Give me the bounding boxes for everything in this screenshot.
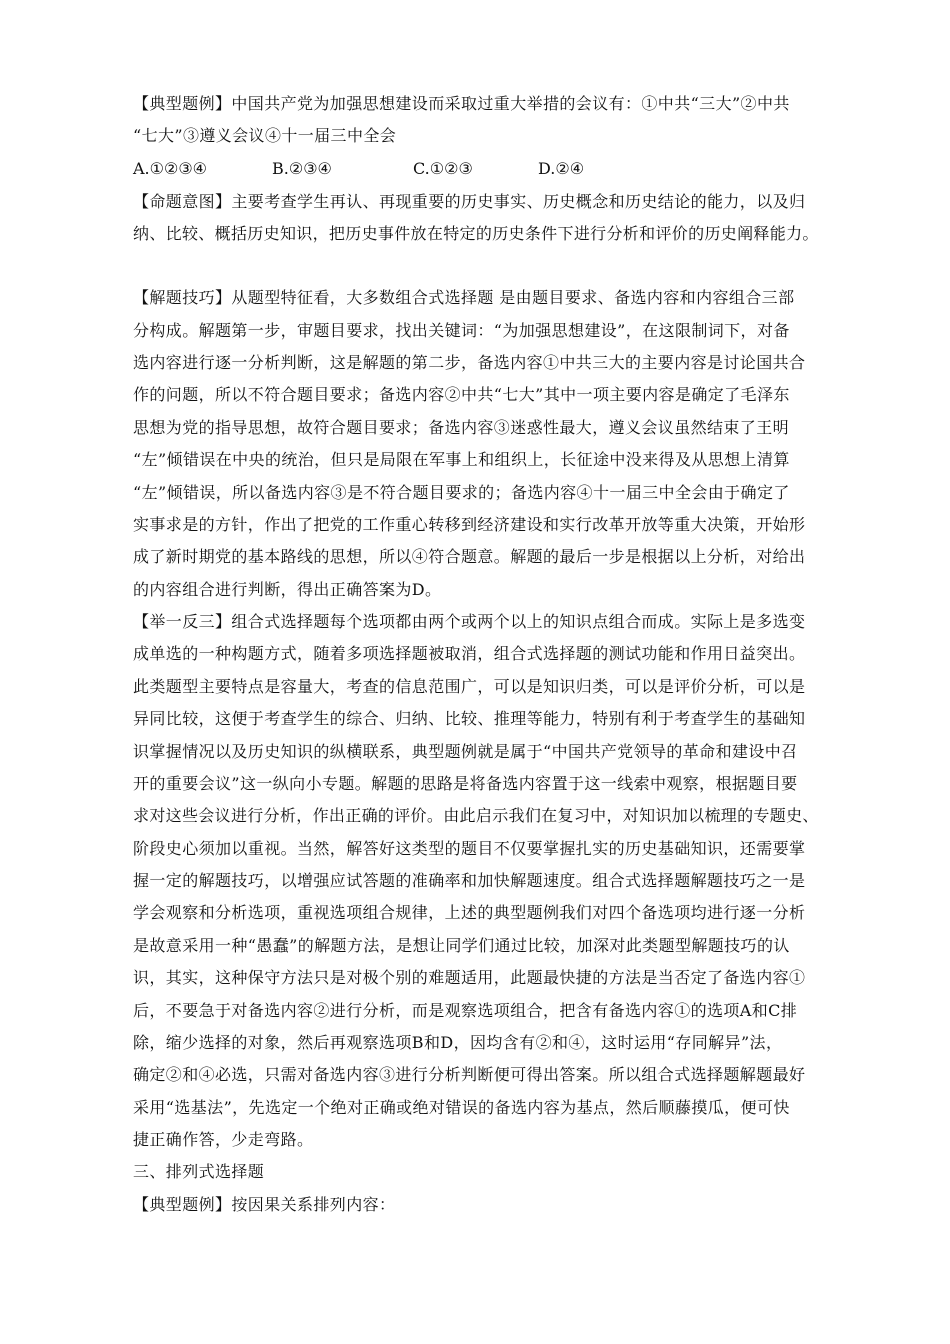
extension-paragraph-line-2: 成单选的一种构题方式，随着多项选择题被取消，组合式选择题的测试功能和作用日益突出。: [133, 644, 806, 663]
typical-example-question-line-1: 【典型题例】中国共产党为加强思想建设而采取过重大举措的会议有：①中共“三大”②中共: [133, 94, 790, 113]
option-d: D.②④: [538, 159, 585, 178]
intent-paragraph-line-2: 纳、比较、概括历史知识，把历史事件放在特定的历史条件下进行分析和评价的历史阐释能力。: [133, 224, 819, 243]
extension-paragraph-line-9: 握一定的解题技巧，以增强应试答题的准确率和加快解题速度。组合式选择题解题技巧之一是: [133, 871, 806, 890]
technique-paragraph-line-4: 作的问题，所以不符合题目要求；备选内容②中共“七大”其中一项主要内容是确定了毛泽东: [133, 385, 790, 404]
extension-paragraph-line-12: 识，其实，这种保守方法只是对极个别的难题适用，此题最快捷的方法是当否定了备选内容①: [133, 968, 806, 987]
extension-paragraph-line-17: 捷正确作答，少走弯路。: [133, 1130, 314, 1149]
technique-paragraph-line-9: 成了新时期党的基本路线的思想，所以④符合题意。解题的最后一步是根据以上分析，对给出: [133, 547, 806, 566]
extension-paragraph-line-6: 开的重要会议”这一纵向小专题。解题的思路是将备选内容置于这一线索中观察，根据题目要: [133, 774, 798, 793]
extension-paragraph-line-3: 此类题型主要特点是容量大，考查的信息范围广，可以是知识归类，可以是评价分析，可以是: [133, 677, 806, 696]
extension-paragraph-line-16: 采用“选基法”，先选定一个绝对正确或绝对错误的备选内容为基点，然后顺藤摸瓜，便可快: [133, 1098, 790, 1117]
option-a: A.①②③④: [133, 159, 208, 178]
extension-paragraph-line-10: 学会观察和分析选项，重视选项组合规律，上述的典型题例我们对四个备选项均进行逐一分析: [133, 903, 806, 922]
extension-paragraph-line-11: 是故意采用一种“愚蠢”的解题方法，是想让同学们通过比较，加深对此类题型解题技巧的认: [133, 936, 790, 955]
extension-paragraph-line-15: 确定②和④必选，只需对备选内容③进行分析判断便可得出答案。所以组合式选择题解题最好: [133, 1065, 806, 1084]
technique-paragraph-line-6: “左”倾错误在中央的统治，但只是局限在军事上和组织上，长征途中没来得及从思想上清算: [133, 450, 790, 469]
typical-example-question-line-2: “七大”③遵义会议④十一届三中全会: [133, 126, 397, 145]
typical-example-ordering: 【典型题例】按因果关系排列内容：: [133, 1195, 396, 1214]
option-b: B.②③④: [272, 159, 332, 178]
intent-paragraph-line-1: 【命题意图】主要考查学生再认、再现重要的历史事实、历史概念和历史结论的能力，以及归: [133, 192, 806, 211]
technique-paragraph-line-1: 【解题技巧】从题型特征看，大多数组合式选择题 是由题目要求、备选内容和内容组合三部: [133, 288, 795, 307]
option-c: C.①②③: [413, 159, 473, 178]
technique-paragraph-line-10: 的内容组合进行判断，得出正确答案为D。: [133, 580, 442, 599]
extension-paragraph-line-4: 异同比较，这便于考查学生的综合、归纳、比较、推理等能力，特别有利于考查学生的基础知: [133, 709, 806, 728]
extension-paragraph-line-14: 除，缩少选择的对象，然后再观察选项B和D，因均含有②和④，这时运用“存同解异”法，: [133, 1033, 783, 1052]
technique-paragraph-line-8: 实事求是的方针，作出了把党的工作重心转移到经济建设和实行改革开放等重大决策，开始形: [133, 515, 806, 534]
extension-paragraph-line-8: 阶段史心须加以重视。当然，解答好这类型的题目不仅要掌握扎实的历史基础知识，还需要掌: [133, 839, 806, 858]
technique-paragraph-line-5: 思想为党的指导思想，故符合题目要求；备选内容③迷惑性最大，遵义会议虽然结束了王明: [133, 418, 790, 437]
technique-paragraph-line-2: 分构成。解题第一步，审题目要求，找出关键词：“为加强思想建设”，在这限制词下，对备: [133, 321, 790, 340]
extension-paragraph-line-13: 后，不要急于对备选内容②进行分析，而是观察选项组合，把含有备选内容①的选项A和C排: [133, 1001, 798, 1020]
extension-paragraph-line-7: 求对这些会议进行分析，作出正确的评价。由此启示我们在复习中，对知识加以梳理的专题史、: [133, 806, 819, 825]
section-heading: 三、排列式选择题: [133, 1162, 265, 1181]
extension-paragraph-line-1: 【举一反三】组合式选择题每个选项都由两个或两个以上的知识点组合而成。实际上是多选变: [133, 612, 806, 631]
technique-paragraph-line-3: 选内容进行逐一分析判断，这是解题的第二步，备选内容①中共三大的主要内容是讨论国共合: [133, 353, 806, 372]
extension-paragraph-line-5: 识掌握情况以及历史知识的纵横联系，典型题例就是属于“中国共产党领导的革命和建设中召: [133, 742, 798, 761]
technique-paragraph-line-7: “左”倾错误，所以备选内容③是不符合题目要求的；备选内容④十一届三中全会由于确定了: [133, 483, 790, 502]
